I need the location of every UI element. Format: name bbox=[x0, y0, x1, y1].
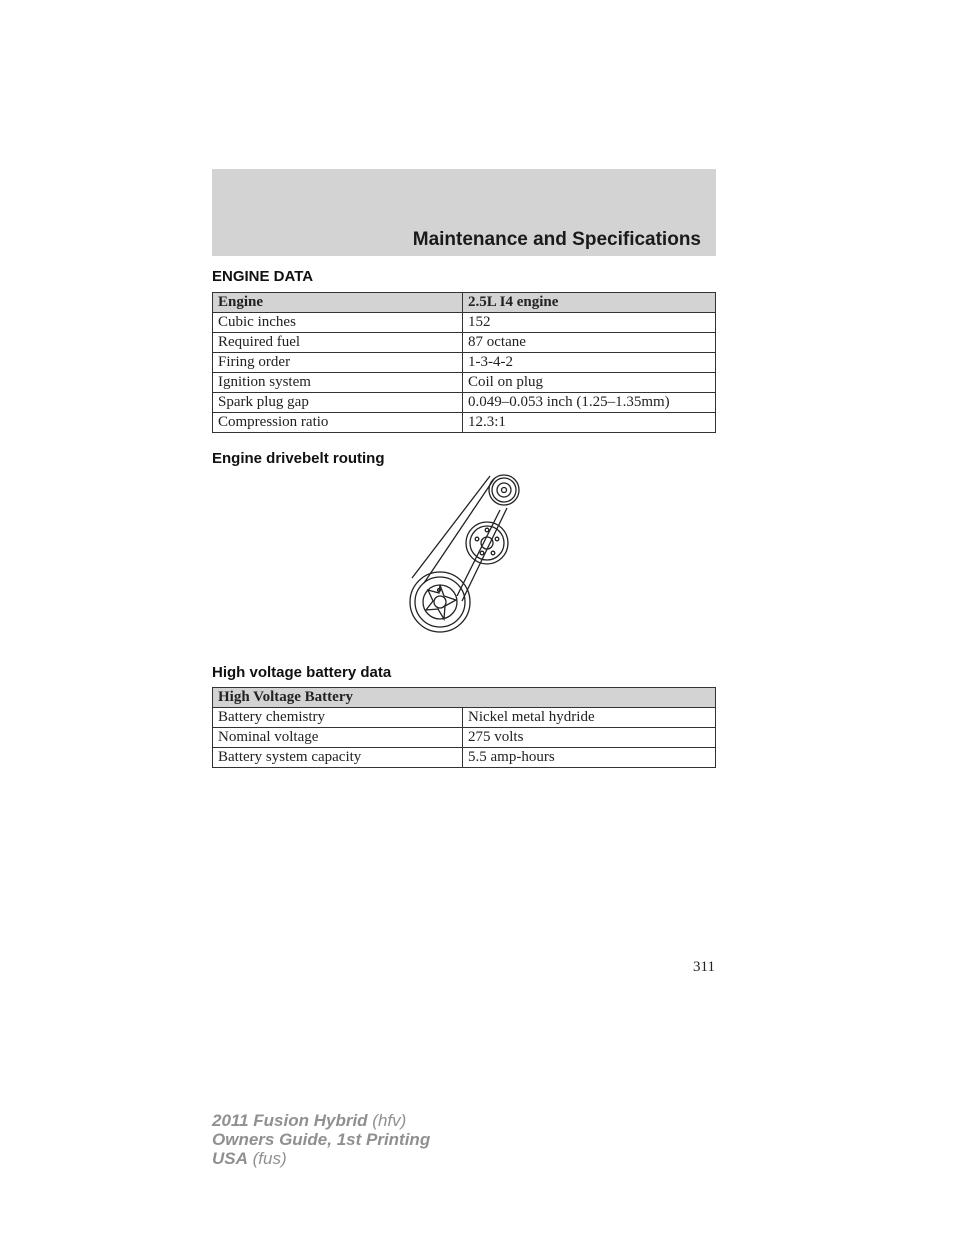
belt-strand bbox=[424, 479, 494, 583]
crankshaft-pulley bbox=[410, 572, 470, 632]
table-cell: 87 octane bbox=[463, 333, 716, 353]
battery-heading: High voltage battery data bbox=[212, 664, 392, 681]
page-number: 311 bbox=[693, 959, 715, 975]
table-cell: Nickel metal hydride bbox=[463, 708, 716, 728]
table-row bbox=[213, 748, 716, 768]
table-cell: Spark plug gap bbox=[213, 393, 463, 413]
table-cell: Required fuel bbox=[213, 333, 463, 353]
table-cell: 275 volts bbox=[463, 728, 716, 748]
table-row bbox=[213, 333, 716, 353]
footer-model: 2011 Fusion Hybrid bbox=[212, 1111, 368, 1130]
table-header-cell: Engine bbox=[213, 293, 463, 313]
engine-data-heading: ENGINE DATA bbox=[212, 268, 314, 285]
engine-data-table bbox=[212, 292, 716, 433]
table-cell: Nominal voltage bbox=[213, 728, 463, 748]
table-cell: 1-3-4-2 bbox=[463, 353, 716, 373]
drivebelt-heading: Engine drivebelt routing bbox=[212, 450, 385, 467]
document-footer bbox=[212, 1111, 430, 1168]
table-row bbox=[213, 373, 716, 393]
drivebelt-routing-diagram bbox=[400, 470, 530, 638]
table-cell: Firing order bbox=[213, 353, 463, 373]
table-cell: 12.3:1 bbox=[463, 413, 716, 433]
table-header-row bbox=[213, 688, 716, 708]
table-row bbox=[213, 413, 716, 433]
table-cell: 152 bbox=[463, 313, 716, 333]
battery-data-table bbox=[212, 687, 716, 768]
table-cell: Compression ratio bbox=[213, 413, 463, 433]
idler-pulley bbox=[489, 475, 519, 505]
table-header-cell: 2.5L I4 engine bbox=[463, 293, 716, 313]
footer-market: USA bbox=[212, 1149, 248, 1168]
table-cell: Coil on plug bbox=[463, 373, 716, 393]
table-header-cell: High Voltage Battery bbox=[213, 688, 716, 708]
table-cell: Ignition system bbox=[213, 373, 463, 393]
footer-market-code: (fus) bbox=[252, 1149, 287, 1168]
table-cell: Battery system capacity bbox=[213, 748, 463, 768]
footer-guide: Owners Guide, 1st Printing bbox=[212, 1130, 431, 1149]
table-header-row bbox=[213, 293, 716, 313]
chapter-title: Maintenance and Specifications bbox=[412, 229, 701, 250]
footer-model-code: (hfv) bbox=[372, 1111, 407, 1130]
table-cell: Battery chemistry bbox=[213, 708, 463, 728]
table-cell: 0.049–0.053 inch (1.25–1.35mm) bbox=[463, 393, 716, 413]
table-row bbox=[213, 393, 716, 413]
table-cell: 5.5 amp-hours bbox=[463, 748, 716, 768]
table-row bbox=[213, 728, 716, 748]
table-row bbox=[213, 353, 716, 373]
table-cell: Cubic inches bbox=[213, 313, 463, 333]
chapter-header-band bbox=[212, 169, 716, 256]
table-row bbox=[213, 708, 716, 728]
table-row bbox=[213, 313, 716, 333]
